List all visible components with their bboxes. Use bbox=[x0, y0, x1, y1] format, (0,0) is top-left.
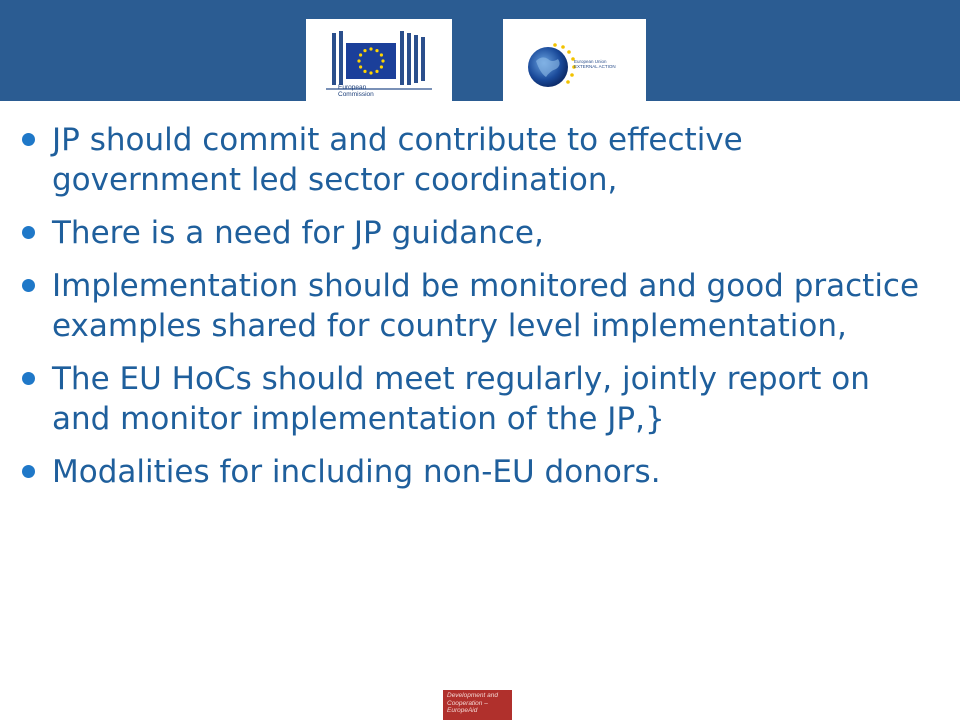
bullet-item bbox=[0, 359, 960, 439]
bullet-item bbox=[0, 120, 960, 200]
bullet-text: There is a need for JP guidance, bbox=[52, 215, 544, 251]
bullet-icon bbox=[22, 133, 35, 146]
bullet-icon bbox=[22, 372, 35, 385]
bullet-text: JP should commit and contribute to effective government led sector coordination, bbox=[52, 122, 743, 198]
bullet-text: Modalities for including non-EU donors. bbox=[52, 454, 661, 490]
devco-tag: Development and Cooperation – EuropeAid bbox=[443, 690, 512, 720]
bullet-list bbox=[0, 120, 960, 505]
bullet-icon bbox=[22, 279, 35, 292]
european-commission-logo bbox=[306, 19, 452, 101]
bullet-text: Implementation should be monitored and good practice examples shared for country level implementation, bbox=[52, 268, 920, 344]
bullet-item bbox=[0, 213, 960, 253]
bullet-icon bbox=[22, 226, 35, 239]
bullet-icon bbox=[22, 465, 35, 478]
ec-building-icon bbox=[306, 19, 452, 101]
header-band bbox=[0, 0, 960, 101]
bullet-item bbox=[0, 452, 960, 492]
bullet-item bbox=[0, 266, 960, 346]
bullet-text: The EU HoCs should meet regularly, jointly report on and monitor implementation of the JP,} bbox=[52, 361, 870, 437]
ec-logo-caption: European Commission bbox=[338, 84, 374, 98]
eeas-logo-caption: European Union EXTERNAL ACTION bbox=[574, 59, 616, 69]
